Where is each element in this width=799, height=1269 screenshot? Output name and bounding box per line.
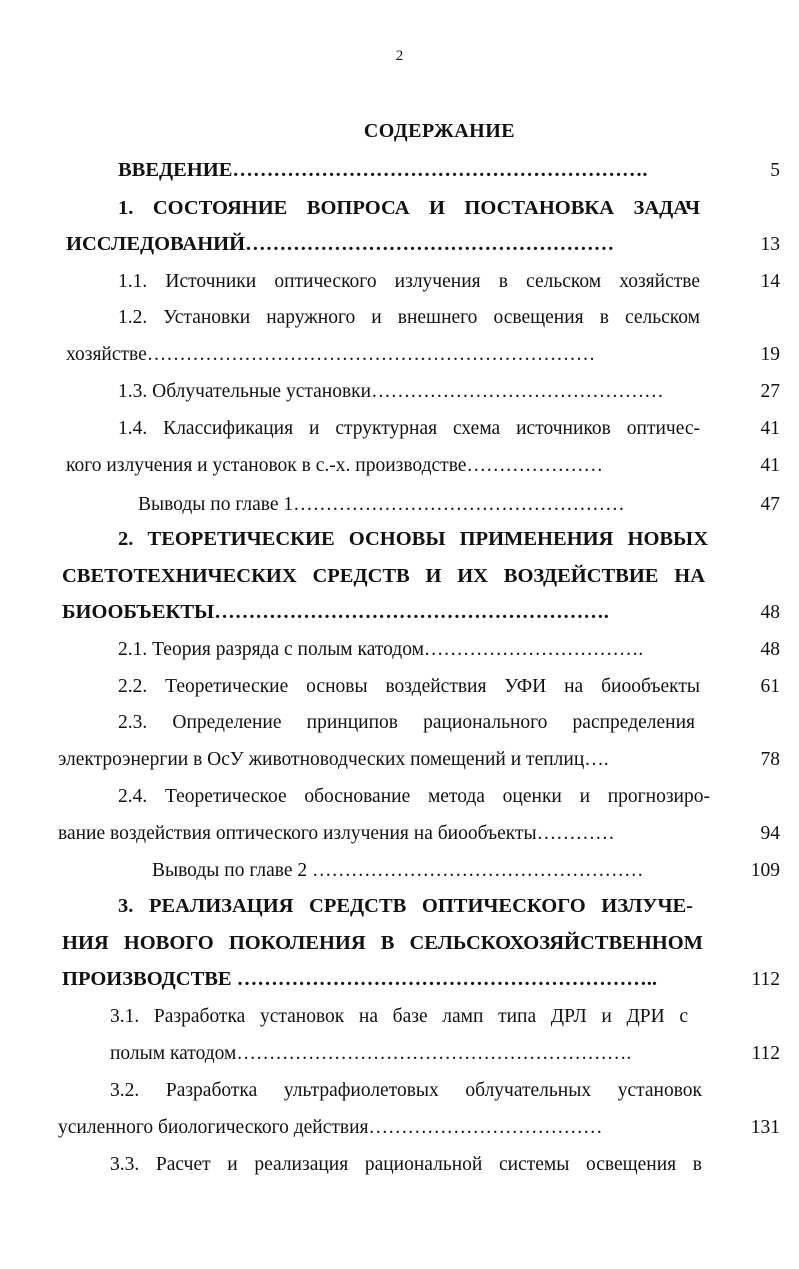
toc-entry-text: ВВЕДЕНИЕ……………………………………………………. <box>118 159 648 181</box>
toc-line <box>0 152 799 189</box>
toc-heading: СОДЕРЖАНИЕ <box>363 120 516 142</box>
toc-entry-text: хозяйстве…………………………………………………………… <box>66 344 596 365</box>
toc-entry-page: 14 <box>760 271 780 292</box>
toc-line <box>0 226 799 263</box>
toc-entry-text: 2. ТЕОРЕТИЧЕСКИЕ ОСНОВЫ ПРИМЕНЕНИЯ НОВЫХ <box>118 528 708 550</box>
toc-line <box>0 704 799 741</box>
toc-line <box>0 925 799 962</box>
toc-entry-text: ИССЛЕДОВАНИЙ……………………………………………… <box>66 233 615 255</box>
toc-line <box>0 741 799 778</box>
toc-entry-text: 1.4. Классификация и структурная схема источников оптичес- <box>118 418 700 439</box>
toc-entry-text: НИЯ НОВОГО ПОКОЛЕНИЯ В СЕЛЬСКОХОЗЯЙСТВЕННОМ <box>62 932 703 954</box>
toc-line <box>0 336 799 373</box>
toc-entry-page: 112 <box>751 1043 780 1064</box>
toc-line <box>0 521 799 558</box>
page-number: 2 <box>395 48 404 64</box>
toc-entry-text: 2.3. Определение принципов рационального распределения <box>118 712 695 733</box>
toc-entry-page: 5 <box>770 160 780 181</box>
toc-entry-text: ПРОИЗВОДСТВЕ …………………………………………………….. <box>62 968 657 990</box>
toc-entry-text: 1.2. Установки наружного и внешнего освещения в сельском <box>118 307 700 328</box>
toc-entry-page: 13 <box>760 234 780 255</box>
toc-entry-page: 48 <box>760 639 780 660</box>
toc-entry-page: 19 <box>760 344 780 365</box>
toc-entry-text: 2.2. Теоретические основы воздействия УФИ на биообъекты <box>118 676 700 697</box>
toc-entry-page: 27 <box>760 381 780 402</box>
toc-entry-page: 94 <box>760 823 780 844</box>
toc-line <box>0 852 799 889</box>
toc-line <box>0 190 799 227</box>
toc-entry-page: 48 <box>760 602 780 623</box>
toc-line <box>0 998 799 1035</box>
toc-line <box>0 447 799 484</box>
toc-line <box>0 486 799 523</box>
toc-entry-text: полым катодом……………………………………………………. <box>110 1043 632 1064</box>
toc-entry-text: усиленного биологического действия……………………………… <box>58 1117 603 1138</box>
toc-line <box>0 961 799 998</box>
toc-line <box>0 778 799 815</box>
toc-entry-page: 112 <box>751 969 780 990</box>
toc-line <box>0 631 799 668</box>
toc-entry-page: 41 <box>760 455 780 476</box>
toc-line <box>0 1072 799 1109</box>
toc-entry-text: кого излучения и установок в с.-х. производстве………………… <box>66 455 603 476</box>
toc-entry-text: электроэнергии в ОсУ животноводческих помещений и теплиц…. <box>58 749 609 770</box>
toc-line <box>0 263 799 300</box>
toc-entry-text: Выводы по главе 2 …………………………………………… <box>152 860 644 881</box>
toc-entry-page: 109 <box>750 860 780 881</box>
toc-entry-text: 3.3. Расчет и реализация рациональной системы освещения в <box>110 1154 702 1175</box>
toc-entry-page: 47 <box>760 494 780 515</box>
toc-line <box>0 410 799 447</box>
toc-entry-text: СВЕТОТЕХНИЧЕСКИХ СРЕДСТВ И ИХ ВОЗДЕЙСТВИЕ НА <box>62 565 705 587</box>
toc-entry-text: Выводы по главе 1…………………………………………… <box>138 494 625 515</box>
toc-entry-text: вание воздействия оптического излучения на биообъекты………… <box>58 823 615 844</box>
toc-entry-page: 61 <box>760 676 780 697</box>
toc-entry-text: 1. СОСТОЯНИЕ ВОПРОСА И ПОСТАНОВКА ЗАДАЧ <box>118 197 700 219</box>
toc-entry-text: 2.4. Теоретическое обоснование метода оценки и прогнозиро- <box>118 786 710 807</box>
toc-line <box>0 594 799 631</box>
toc-entry-text: БИООБЪЕКТЫ…………………………………………………. <box>62 601 609 623</box>
toc-line <box>0 373 799 410</box>
toc-entry-text: 2.1. Теория разряда с полым катодом……………………………. <box>118 639 644 660</box>
toc-line <box>0 299 799 336</box>
toc-line <box>0 1109 799 1146</box>
toc-line <box>0 558 799 595</box>
toc-entry-page: 131 <box>750 1117 780 1138</box>
toc-entry-page: 41 <box>760 418 780 439</box>
toc-line <box>0 1035 799 1072</box>
toc-line <box>0 888 799 925</box>
toc-entry-text: 3.1. Разработка установок на базе ламп типа ДРЛ и ДРИ с <box>110 1006 688 1027</box>
toc-line <box>0 668 799 705</box>
toc-entry-text: 3. РЕАЛИЗАЦИЯ СРЕДСТВ ОПТИЧЕСКОГО ИЗЛУЧЕ- <box>118 895 693 917</box>
toc-line <box>0 815 799 852</box>
toc-entry-text: 1.3. Облучательные установки……………………………………… <box>118 381 664 402</box>
toc-line <box>0 1146 799 1183</box>
toc-entry-text: 1.1. Источники оптического излучения в сельском хозяйстве <box>118 271 700 292</box>
toc-entry-page: 78 <box>760 749 780 770</box>
toc-entry-text: 3.2. Разработка ультрафиолетовых облучательных установок <box>110 1080 702 1101</box>
